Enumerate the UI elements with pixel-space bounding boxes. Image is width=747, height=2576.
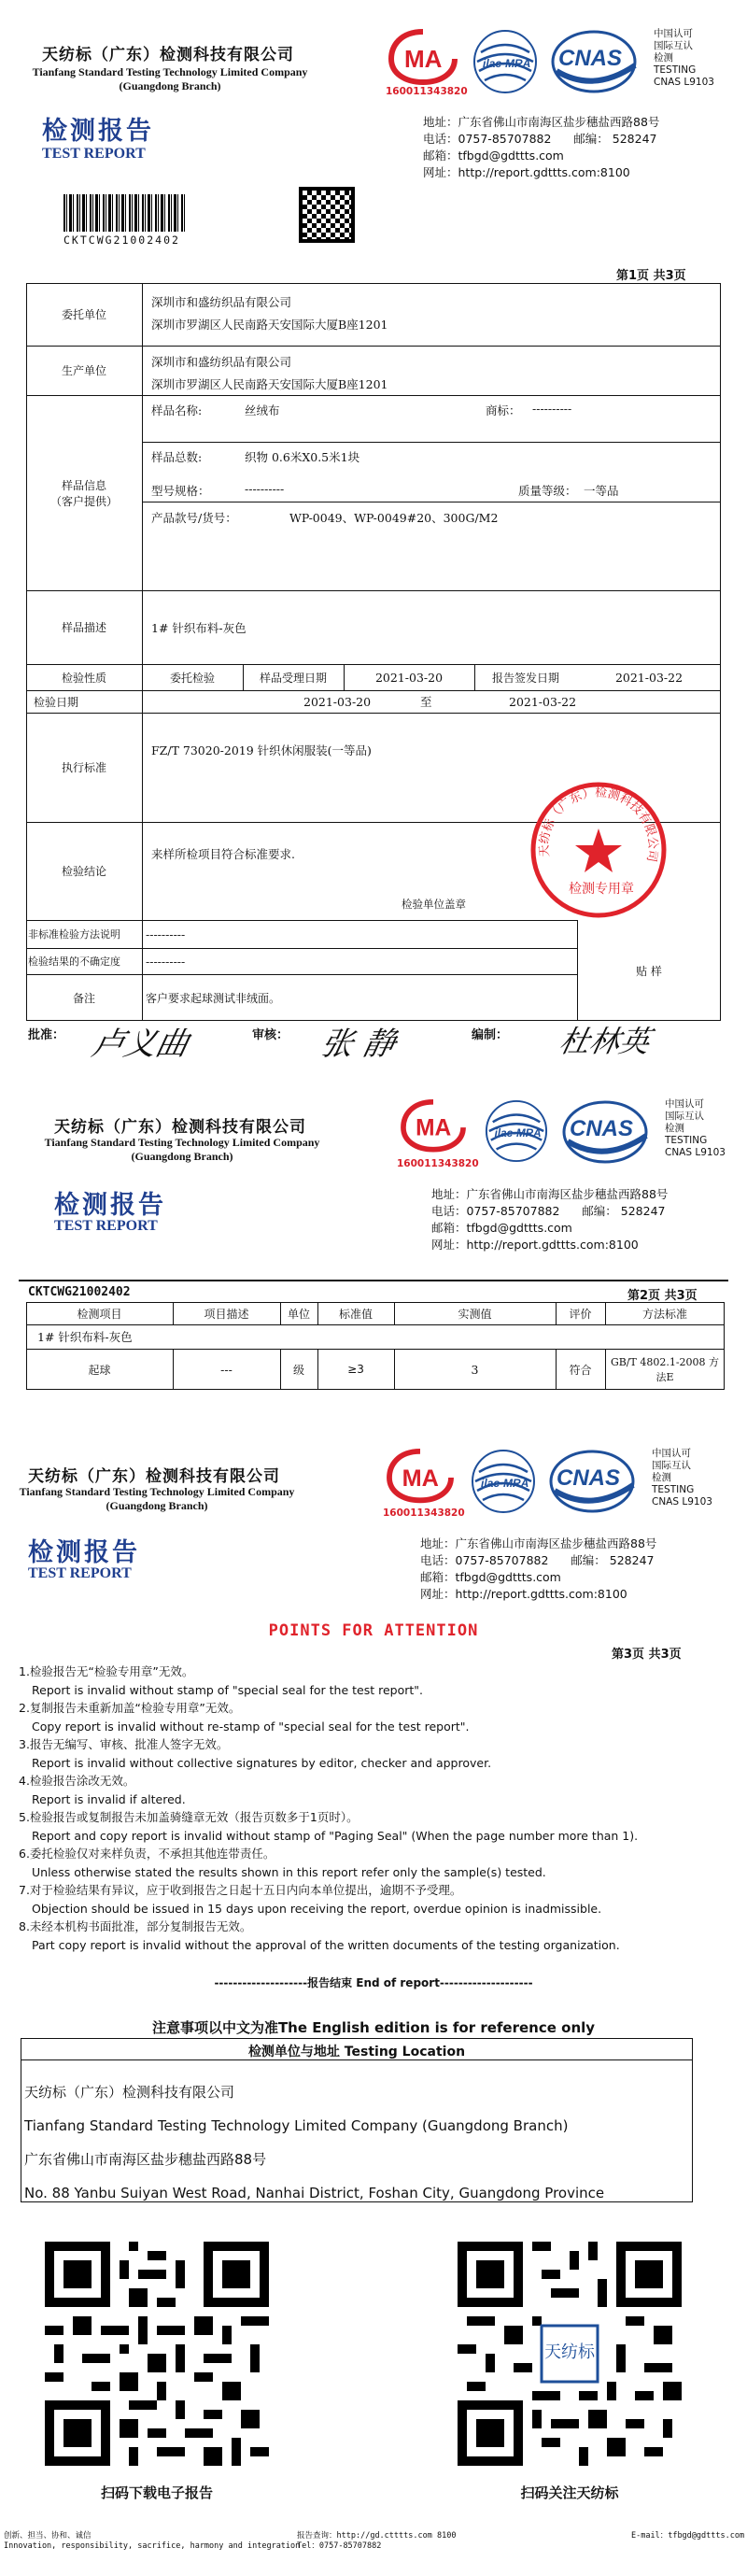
conclusion: 来样所检项目符合标准要求. (151, 847, 295, 861)
note-cn: 7.对于检验结果有异议，应于收到报告之日起十五日内向本单位提出，逾期不予受理。 (19, 1883, 462, 1897)
test-type-label: 检验性质 (61, 671, 106, 685)
test-date-to: 2021-03-22 (509, 694, 577, 709)
company-name-en: Tianfang Standard Testing Technology Limited Company (Guangdong Branch) (19, 1485, 295, 1512)
company-name-en: Tianfang Standard Testing Technology Limited Company (Guangdong Branch) (32, 65, 308, 92)
language-note: 注意事项以中文为准The English edition is for reference only (151, 2019, 596, 2036)
svg-text:CNAS: CNAS (558, 46, 623, 71)
col-header: 标准值 (338, 1307, 373, 1321)
note-cn: 3.报告无编写、审核、批准人签字无效。 (19, 1737, 229, 1751)
col-header: 项目描述 (204, 1307, 249, 1321)
page-number-2: 第2页 共3页 (627, 1289, 698, 1303)
sample-name-label: 样品名称: (151, 403, 203, 418)
attention-title: POINTS FOR ATTENTION (268, 1621, 479, 1640)
review-label: 审核： (252, 1028, 289, 1042)
note-en: Report is invalid if altered. (32, 1791, 186, 1806)
brand-label: 商标： (486, 403, 521, 418)
test-date-to-word: 至 (420, 695, 432, 709)
model: ---------- (245, 482, 285, 496)
note-cn: 2.复制报告未重新加盖“检验专用章”无效。 (19, 1701, 241, 1715)
table-cell: 起球 (88, 1363, 111, 1377)
report-title-cn: 检测报告 (54, 1191, 166, 1220)
uncert-label: 检验结果的不确定度 (28, 955, 120, 968)
sample-info-label: 样品信息 （客户提供） (49, 478, 118, 508)
ilac-mra-logo (470, 1448, 537, 1515)
contact-block: 地址：广东省佛山市南海区盐步穗盐西路88号 电话：0757-85707882 邮编： 528247 邮箱：tfbgd@gdttts.com 网址：http://report.gdttts.com:8100 (431, 1187, 669, 1252)
issue-date: 2021-03-22 (614, 670, 684, 685)
cma-logo (383, 1448, 458, 1511)
product-no: WP-0049、WP-0049#20、300G/M2 (289, 511, 499, 525)
brand: ---------- (532, 402, 572, 416)
maker-label: 生产单位 (61, 364, 106, 377)
col-header: 方法标准 (641, 1307, 687, 1321)
standard: FZ/T 73020-2019 针织休闲服装(一等品) (151, 743, 372, 757)
remark: 客户要求起球测试非绒面。 (146, 991, 281, 1005)
svg-text:天纺标: 天纺标 (544, 2342, 595, 2362)
standard-label: 执行标准 (61, 761, 106, 774)
report-title-en: TEST REPORT (42, 146, 146, 162)
recv-date: 2021-03-20 (374, 670, 444, 685)
company-name-en: Tianfang Standard Testing Technology Limited Company (Guangdong Branch) (44, 1136, 320, 1163)
maker-value: 深圳市和盛纺织品有限公司 深圳市罗湖区人民南路天安国际大厦B座1201 (151, 355, 388, 391)
footer-motto: 创新、担当、协和、诚信 Innovation, responsibility, sacrifice, harmony and integration (4, 2531, 301, 2551)
svg-text:MA: MA (404, 45, 443, 73)
conclusion-label: 检验结论 (61, 865, 106, 878)
remark-label: 备注 (72, 991, 95, 1005)
location-title: 检测单位与地址 Testing Location (247, 2045, 466, 2059)
stamp-caption: 检验单位盖章 (402, 898, 466, 911)
model-label: 型号规格： (151, 484, 210, 498)
review-signature: 张 静 (317, 1026, 400, 1063)
footer-contact: 报告查询：http://gd.ctttts.com 8100 Tel：0757-85707882 (297, 2531, 457, 2551)
sample-qty: 织物 0.6米X0.5米1块 (245, 450, 360, 464)
report-title-en: TEST REPORT (54, 1218, 158, 1234)
test-type: 委托检验 (169, 671, 215, 685)
note-en: Part copy report is invalid without the approval of the written documents of the testing organization. (32, 1937, 620, 1952)
footer-email: E-mail：tfbgd@gdttts.com (631, 2531, 745, 2541)
sample-name: 丝绒布 (245, 403, 280, 418)
product-no-label: 产品款号/货号： (151, 511, 237, 525)
note-en: Unless otherwise stated the results shown in this report refer only the sample(s) tested. (32, 1864, 546, 1879)
attention-notes (19, 1663, 738, 1954)
nonstd: ---------- (146, 927, 186, 941)
company-name-cn: 天纺标（广东）检测科技有限公司 (42, 46, 294, 64)
note-en: Report is invalid without stamp of "special seal for the test report". (32, 1682, 423, 1697)
location-lines: 天纺标（广东）检测科技有限公司 Tianfang Standard Testing Technology Limited Company (Guangdong Branch) 广东省佛山市南海区盐步穗盐西路88号 No. 88 Yanbu Suiyan West Road, Nanhai District, Foshan City, Guangdong Province (24, 2084, 605, 2201)
sample-row: 1# 针织布料-灰色 (37, 1330, 133, 1344)
cnas-logo (547, 1448, 641, 1515)
table-cell: GB/T 4802.1-2008 方法E (610, 1356, 720, 1383)
report-header-3 (0, 1410, 747, 1606)
svg-text:ilac-MRA: ilac-MRA (494, 1126, 542, 1139)
note-cn: 4.检验报告涂改无效。 (19, 1774, 135, 1788)
cnas-note: 中国认可 国际互认 检测 TESTING CNAS L9103 (652, 1448, 712, 1507)
cma-number: 160011343820 (383, 1507, 465, 1519)
note-en: Report is invalid without collective signatures by editor, checker and approver. (32, 1755, 492, 1770)
svg-text:CNAS: CNAS (570, 1116, 634, 1141)
qr1-caption: 扫码下载电子报告 (100, 2484, 213, 2501)
table-cell: 符合 (569, 1363, 592, 1377)
client-value: 深圳市和盛纺织品有限公司 深圳市罗湖区人民南路天安国际大厦B座1201 (151, 295, 388, 332)
client-label: 委托单位 (61, 308, 106, 321)
page-number: 第1页 共3页 (616, 269, 686, 283)
qr2-caption: 扫码关注天纺标 (520, 2484, 619, 2501)
sample-label: 贴 样 (636, 964, 662, 978)
svg-text:检测专用章: 检测专用章 (569, 882, 634, 897)
cma-number: 160011343820 (397, 1158, 479, 1169)
grade-label: 质量等级： (518, 484, 577, 498)
note-cn: 5.检验报告或复制报告未加盖骑缝章无效（报告页数多于1页时）。 (19, 1810, 359, 1824)
contact-block: 地址：广东省佛山市南海区盐步穗盐西路88号 电话：0757-85707882 邮编： 528247 邮箱：tfbgd@gdttts.com 网址：http://report.gdttts.com:8100 (423, 115, 660, 179)
note-cn: 1.检验报告无“检验专用章”无效。 (19, 1664, 194, 1678)
svg-text:CNAS: CNAS (557, 1465, 621, 1491)
contact-block: 地址：广东省佛山市南海区盐步穗盐西路88号 电话：0757-85707882 邮编： 528247 邮箱：tfbgd@gdttts.com 网址：http://report.gdttts.com:8100 (420, 1536, 657, 1601)
report-title-cn: 检测报告 (28, 1538, 140, 1567)
company-name-cn: 天纺标（广东）检测科技有限公司 (54, 1118, 306, 1137)
sample-qty-label: 样品总数: (151, 450, 203, 464)
report-title-en: TEST REPORT (28, 1565, 132, 1581)
cnas-note: 中国认可 国际互认 检测 TESTING CNAS L9103 (654, 28, 714, 88)
report-id: CKTCWG21002402 (28, 1285, 131, 1299)
approve-label: 批准： (28, 1028, 65, 1042)
col-header: 评价 (569, 1307, 592, 1321)
note-cn: 6.委托检验仅对来样负责，不承担其他连带责任。 (19, 1847, 275, 1861)
svg-text:天纺标（广东）检测科技有限公司: 天纺标（广东）检测科技有限公司 (537, 786, 660, 863)
uncert: ---------- (146, 954, 186, 969)
cma-number: 160011343820 (386, 86, 468, 97)
table-cell: --- (220, 1362, 233, 1377)
follow-qr-code (458, 2242, 682, 2466)
barcode-text: CKTCWG21002402 (63, 234, 180, 247)
table-cell: 级 (292, 1363, 304, 1377)
note-en: Objection should be issued in 15 days upon receiving the report, overdue opinion is inadmissible. (32, 1901, 602, 1916)
cnas-note: 中国认可 国际互认 检测 TESTING CNAS L9103 (665, 1098, 726, 1158)
col-header: 单位 (287, 1307, 310, 1321)
nonstd-label: 非标准检验方法说明 (28, 928, 120, 941)
note-en: Copy report is invalid without re-stamp of "special seal for the test report". (32, 1719, 470, 1734)
edit-label: 编制： (472, 1028, 509, 1042)
svg-text:MA: MA (416, 1115, 452, 1141)
table-cell: 3 (471, 1362, 479, 1377)
page-number-3: 第3页 共3页 (612, 1648, 682, 1662)
test-date-label: 检验日期 (34, 695, 79, 709)
end-of-report: --------------------报告结束 End of report-------------------- (214, 1976, 533, 1989)
recv-label: 样品受理日期 (259, 671, 327, 685)
svg-text:ilac-MRA: ilac-MRA (481, 1477, 529, 1490)
download-qr-code (45, 2242, 269, 2466)
desc: 1# 针织布料-灰色 (151, 620, 247, 635)
col-header: 检测项目 (77, 1307, 122, 1321)
company-name-cn: 天纺标（广东）检测科技有限公司 (28, 1467, 280, 1486)
edit-signature: 杜林英 (556, 1024, 654, 1059)
test-date-from: 2021-03-20 (303, 694, 372, 709)
table-cell: ≥3 (347, 1363, 364, 1376)
approve-signature: 卢义曲 (89, 1026, 192, 1063)
grade: 一等品 (584, 484, 619, 498)
note-cn: 8.未经本机构书面批准，部分复制报告无效。 (19, 1919, 252, 1933)
col-header: 实测值 (458, 1307, 492, 1321)
desc-label: 样品描述 (61, 621, 106, 634)
note-en: Report and copy report is invalid without stamp of "Paging Seal" (When the page number more than 1). (32, 1828, 639, 1843)
issue-label: 报告签发日期 (491, 671, 559, 685)
svg-text:ilac-MRA: ilac-MRA (483, 57, 531, 70)
svg-text:MA: MA (402, 1465, 439, 1492)
report-title-cn: 检测报告 (42, 117, 154, 146)
